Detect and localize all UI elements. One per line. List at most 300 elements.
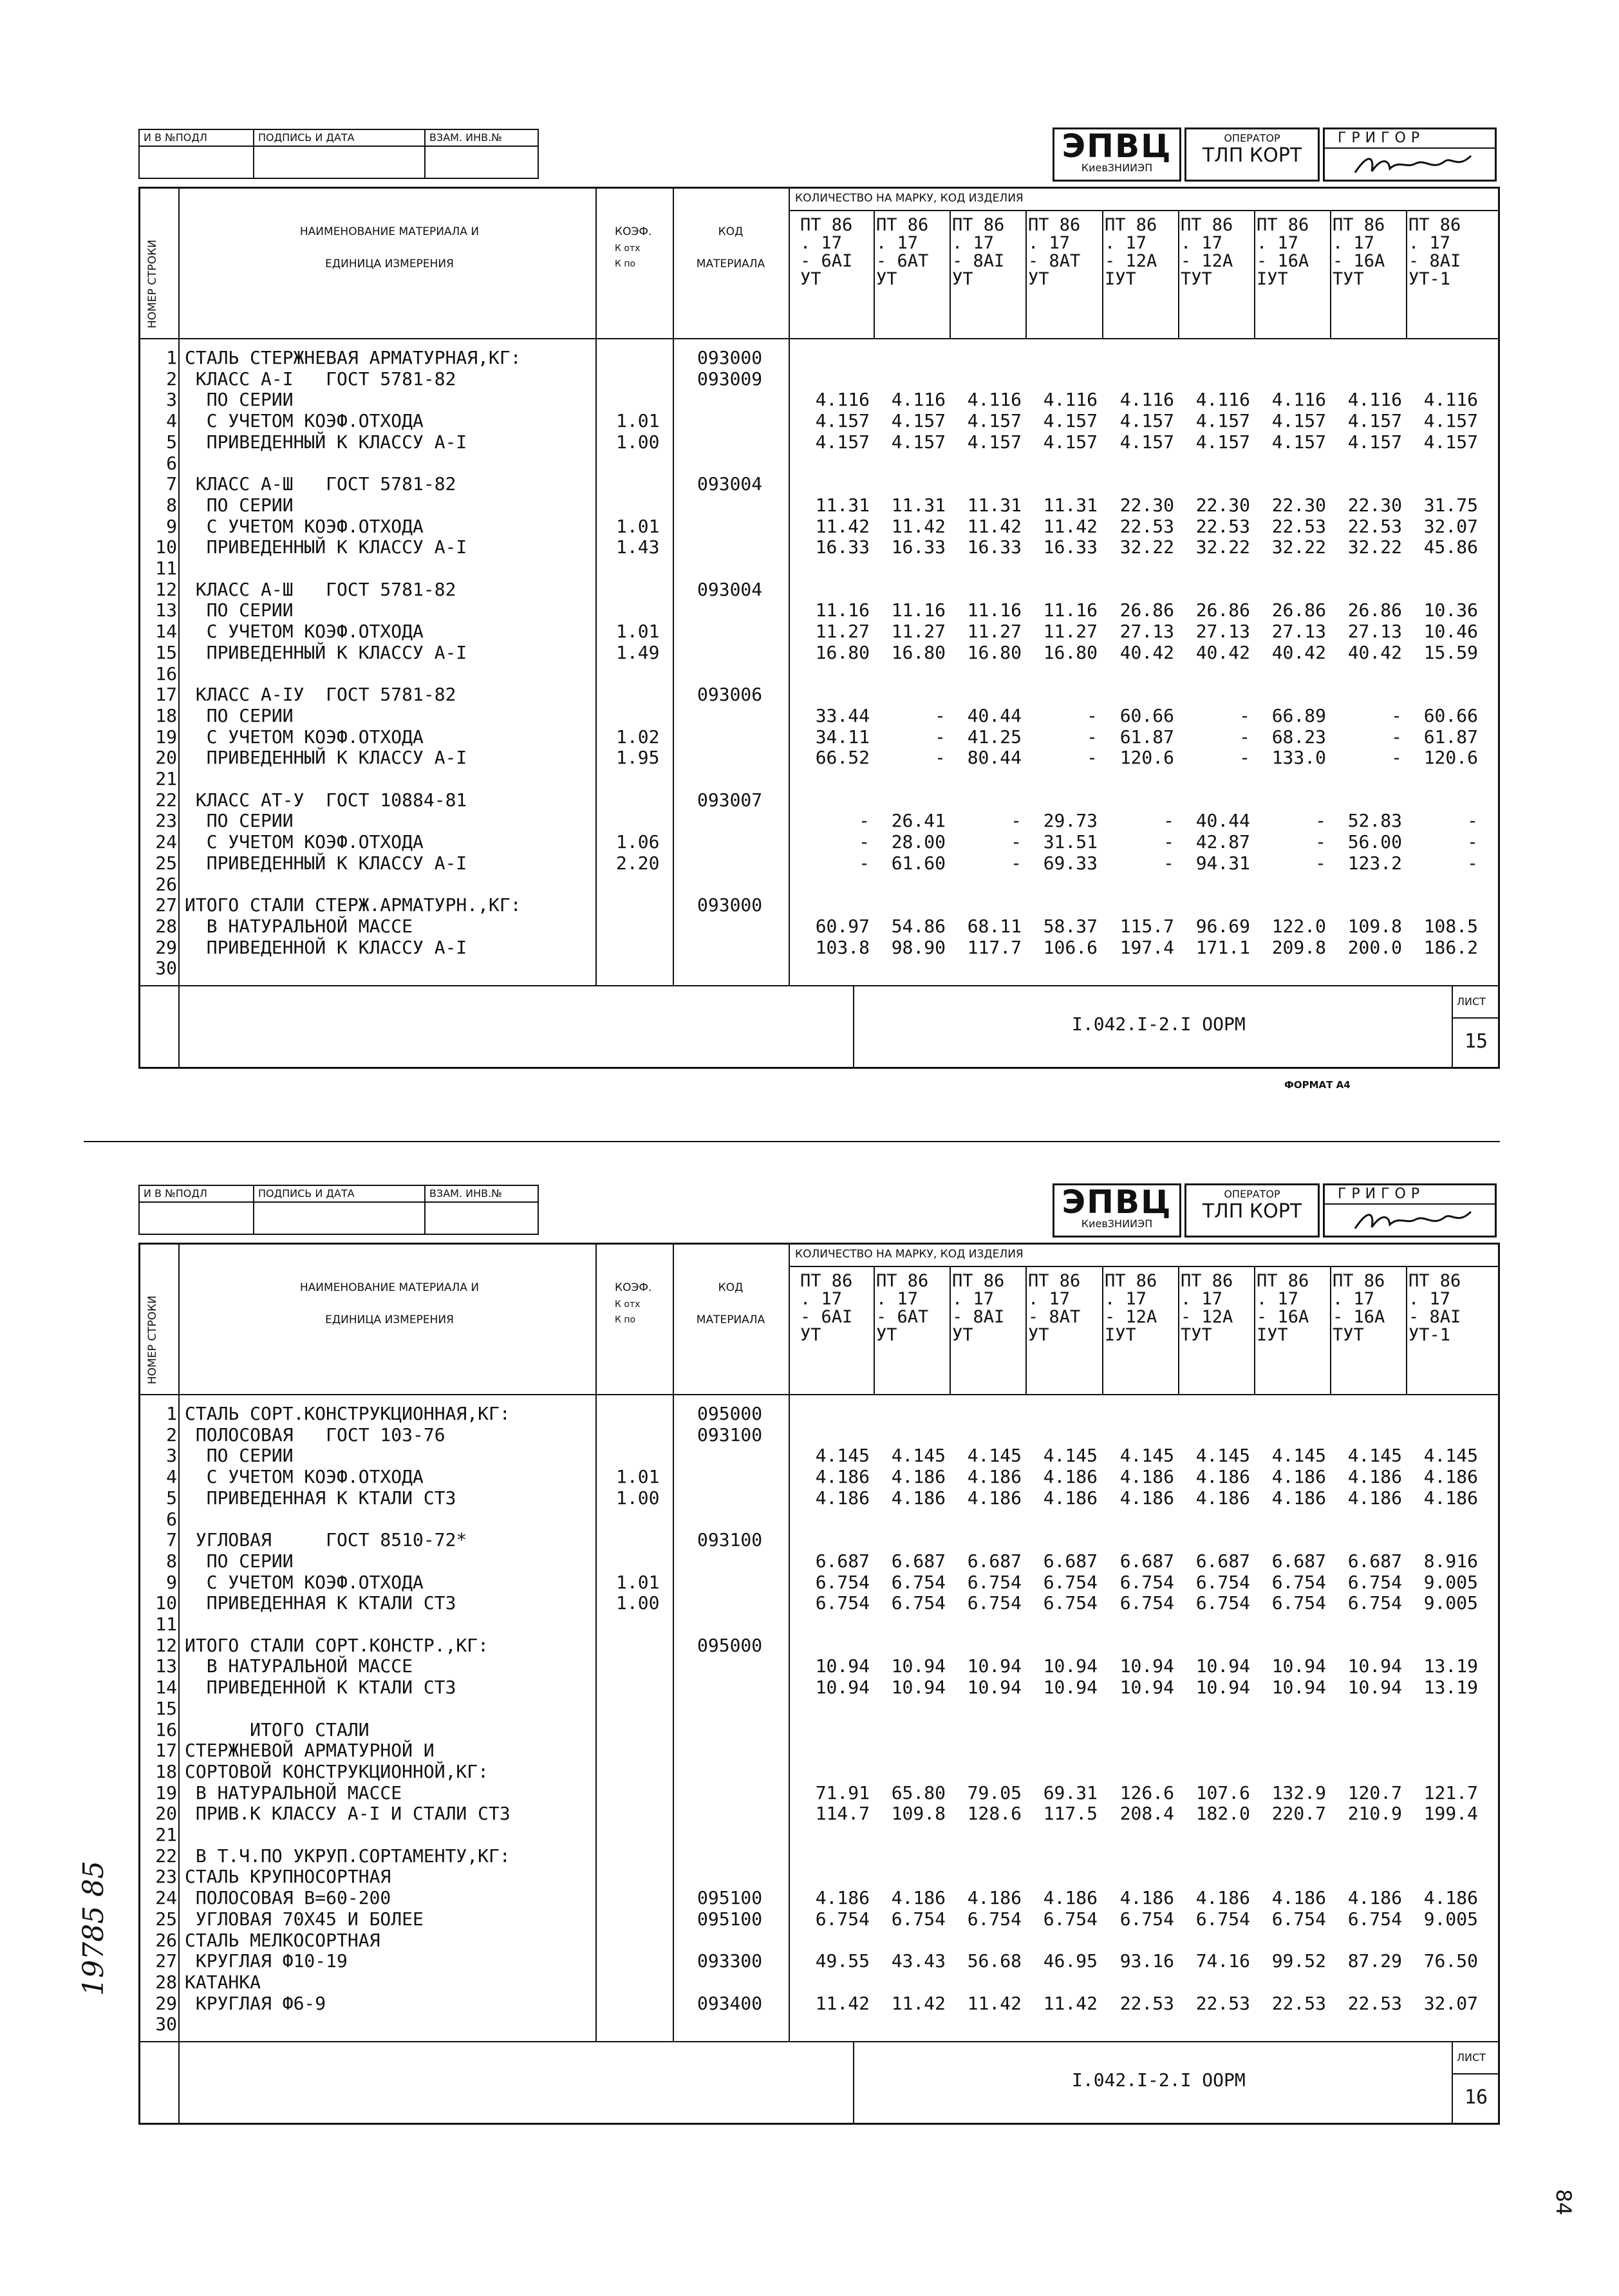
quantity-value: 6.687 xyxy=(815,1550,870,1572)
quantity-value: 16.80 xyxy=(1043,641,1098,663)
code-header-2: МАТЕРИАЛА xyxy=(696,258,765,270)
quantity-value: 22.53 xyxy=(1119,1992,1174,2014)
quantity-value: 4.186 xyxy=(1347,1887,1402,1909)
quantity-value: 56.68 xyxy=(967,1950,1022,1972)
quantity-value: 4.145 xyxy=(1347,1445,1402,1467)
signer-surname: ГРИГОР xyxy=(1325,1185,1495,1205)
quantity-value: 32.22 xyxy=(1271,536,1326,558)
quantity-value: 4.186 xyxy=(1119,1887,1174,1909)
quantity-value: 41.25 xyxy=(967,726,1022,748)
mark-code-line: ПТ 86 xyxy=(800,215,853,235)
table-row xyxy=(138,537,1500,558)
quantity-value: 4.186 xyxy=(815,1466,870,1488)
material-name: ПО СЕРИИ xyxy=(185,389,294,411)
quantity-value: 4.186 xyxy=(1119,1466,1174,1488)
quantity-value: 6.754 xyxy=(815,1571,870,1593)
quantity-value: 4.116 xyxy=(891,389,946,411)
table-row xyxy=(138,1762,1500,1782)
logo-subtitle: КиевЗНИИЭП xyxy=(1081,1218,1153,1230)
quantity-value: 16.80 xyxy=(967,641,1022,663)
table-row xyxy=(138,874,1500,895)
waste-coefficient: 1.00 xyxy=(616,1487,660,1509)
material-code: 095000 xyxy=(697,1403,763,1424)
quantity-value: 4.186 xyxy=(1195,1487,1250,1509)
quantity-value: 71.91 xyxy=(815,1782,870,1803)
material-name: ПО СЕРИИ xyxy=(185,704,294,726)
quantity-value: 220.7 xyxy=(1271,1803,1326,1825)
table-row xyxy=(138,958,1500,979)
row-number: 3 xyxy=(166,1445,177,1467)
row-number: 30 xyxy=(155,2013,177,2035)
row-number: 24 xyxy=(155,831,177,853)
material-name: В Т.Ч.ПО УКРУП.СОРТАМЕНТУ,КГ: xyxy=(185,1845,510,1867)
quantity-value: - xyxy=(1391,704,1402,726)
mark-code-line: . 17 xyxy=(876,1289,919,1309)
quantity-value: 4.157 xyxy=(1195,431,1250,453)
signature-icon xyxy=(1349,149,1477,180)
quantity-value: 32.07 xyxy=(1423,1992,1478,2014)
mark-col-sep xyxy=(1254,1266,1255,1394)
mark-code-line: ПТ 86 xyxy=(1408,1271,1461,1291)
material-name: КЛАСС АТ-У ГОСТ 10884-81 xyxy=(185,789,467,811)
inv-original-value xyxy=(138,1201,254,1235)
format-label: ФОРМАТ А4 xyxy=(1284,1079,1351,1091)
signature-date-cell: ПОДПИСЬ И ДАТА xyxy=(253,1185,426,1203)
row-number: 13 xyxy=(155,599,177,621)
material-name: УГЛОВАЯ ГОСТ 8510-72* xyxy=(185,1529,467,1551)
row-number: 16 xyxy=(155,1718,177,1740)
mark-code-line: - 12А xyxy=(1181,251,1233,271)
material-name: ПРИВЕДЕННОЙ К КЛАССУ А-I xyxy=(185,936,467,958)
quantity-value: 40.44 xyxy=(967,704,1022,726)
quantity-value: 4.157 xyxy=(1119,431,1174,453)
row-number: 15 xyxy=(155,641,177,663)
material-name: КРУГЛАЯ Ф6-9 xyxy=(185,1992,326,2014)
quantity-value: 6.754 xyxy=(815,1592,870,1614)
quantity-value: 11.31 xyxy=(815,494,870,516)
material-name: СОРТОВОЙ КОНСТРУКЦИОННОЙ,КГ: xyxy=(185,1760,489,1782)
quantity-value: 10.94 xyxy=(1119,1677,1174,1698)
material-name: С УЧЕТОМ КОЭФ.ОТХОДА xyxy=(185,1571,424,1593)
mark-code-line: . 17 xyxy=(1105,233,1147,253)
row-number: 14 xyxy=(155,621,177,643)
mark-code-line: ТУТ xyxy=(1333,269,1364,289)
table-row xyxy=(138,411,1500,431)
row-number: 29 xyxy=(155,1992,177,2014)
waste-coefficient: 1.01 xyxy=(616,621,660,643)
table-row xyxy=(138,516,1500,537)
quantity-value: 11.42 xyxy=(1043,1992,1098,2014)
quantity-value: 4.186 xyxy=(1271,1887,1326,1909)
quantity-value: 4.157 xyxy=(1423,410,1478,432)
material-code: 093009 xyxy=(697,368,763,390)
mark-code-line: ПТ 86 xyxy=(876,1271,929,1291)
table-row xyxy=(138,1551,1500,1572)
row-number: 14 xyxy=(155,1677,177,1698)
coef-header-3: К по xyxy=(615,1315,636,1325)
table-row xyxy=(138,600,1500,621)
quantity-value: - xyxy=(935,704,946,726)
quantity-value: 96.69 xyxy=(1195,915,1250,937)
quantity-value: 6.754 xyxy=(1347,1592,1402,1614)
quantity-value: 98.90 xyxy=(891,936,946,958)
table-row xyxy=(138,1614,1500,1635)
row-number: 6 xyxy=(166,1508,177,1530)
quantity-value: 120.6 xyxy=(1119,747,1174,769)
row-number: 17 xyxy=(155,684,177,706)
quantity-value: 65.80 xyxy=(891,1782,946,1803)
quantity-value: 4.145 xyxy=(967,1445,1022,1467)
quantity-value: 106.6 xyxy=(1043,936,1098,958)
table-row xyxy=(138,1656,1500,1677)
quantity-value: - xyxy=(1163,852,1174,874)
row-number: 23 xyxy=(155,810,177,832)
material-name: УГЛОВАЯ 70Х45 И БОЛЕЕ xyxy=(185,1908,424,1930)
mark-code-line: - 12А xyxy=(1105,251,1157,271)
mark-code-line: . 17 xyxy=(1181,233,1223,253)
quantity-value: 10.94 xyxy=(1043,1677,1098,1698)
mark-code-line: - 8АI xyxy=(952,251,1005,271)
header-bottom-line xyxy=(138,1394,1500,1395)
quantity-value: 40.44 xyxy=(1195,810,1250,832)
mark-code-line: IУТ xyxy=(1105,1325,1136,1345)
footer-sheet-line xyxy=(1452,1017,1500,1019)
row-number: 4 xyxy=(166,410,177,432)
table-row xyxy=(138,937,1500,958)
quantity-value: 6.754 xyxy=(1195,1908,1250,1930)
material-name: ПРИВЕДЕННАЯ К КТАЛИ СТЗ xyxy=(185,1592,456,1614)
quantity-value: 22.53 xyxy=(1119,515,1174,537)
quantity-value: 109.8 xyxy=(891,1803,946,1825)
material-name: С УЧЕТОМ КОЭФ.ОТХОДА xyxy=(185,621,424,643)
table-row xyxy=(138,1698,1500,1719)
table-row xyxy=(138,1740,1500,1761)
quantity-value: 6.754 xyxy=(1043,1908,1098,1930)
quantity-value: 120.7 xyxy=(1347,1782,1402,1803)
quantity-value: - xyxy=(935,726,946,748)
mark-code-line: ТУТ xyxy=(1181,269,1212,289)
logo-stamp xyxy=(1053,127,1181,182)
quantity-value: 60.66 xyxy=(1423,704,1478,726)
mark-code-line: ПТ 86 xyxy=(1181,215,1233,235)
quantity-value: 68.23 xyxy=(1271,726,1326,748)
quantity-value: 10.94 xyxy=(1347,1677,1402,1698)
quantity-value: 4.116 xyxy=(1119,389,1174,411)
mark-code-line: ПТ 86 xyxy=(1333,1271,1385,1291)
quantity-value: 6.754 xyxy=(815,1908,870,1930)
table-row xyxy=(138,1867,1500,1887)
material-name: КЛАСС А-Ш ГОСТ 5781-82 xyxy=(185,578,456,600)
signature-icon xyxy=(1349,1205,1477,1236)
waste-coefficient: 1.01 xyxy=(616,410,660,432)
mark-code-line: УТ xyxy=(1028,1325,1049,1345)
quantity-value: 66.89 xyxy=(1271,704,1326,726)
coef-header-1: КОЭФ. xyxy=(615,225,652,238)
quantity-value: 26.41 xyxy=(891,810,946,832)
quantity-value: 66.52 xyxy=(815,747,870,769)
quantity-value: 22.53 xyxy=(1195,1992,1250,2014)
operator-stamp xyxy=(1184,127,1320,182)
quantity-value: 4.186 xyxy=(1043,1487,1098,1509)
table-row xyxy=(138,643,1500,663)
quantity-value: 22.53 xyxy=(1195,515,1250,537)
mark-col-sep xyxy=(874,210,875,338)
mark-code-line: ПТ 86 xyxy=(1408,215,1461,235)
quantity-value: 182.0 xyxy=(1195,1803,1250,1825)
mark-code-line: - 8АI xyxy=(1408,1307,1461,1327)
qty-title-line xyxy=(789,210,1500,211)
quantity-value: 4.116 xyxy=(1423,389,1478,411)
quantity-value: 93.16 xyxy=(1119,1950,1174,1972)
quantity-value: 4.186 xyxy=(1423,1487,1478,1509)
row-number: 17 xyxy=(155,1740,177,1762)
row-number: 9 xyxy=(166,1571,177,1593)
material-name: С УЧЕТОМ КОЭФ.ОТХОДА xyxy=(185,726,424,748)
quantity-value: 15.59 xyxy=(1423,641,1478,663)
quantity-value: 10.94 xyxy=(1271,1677,1326,1698)
mark-code-line: ПТ 86 xyxy=(876,215,929,235)
quantity-value: 10.94 xyxy=(1043,1655,1098,1677)
quantity-value: 60.66 xyxy=(1119,704,1174,726)
quantity-value: 6.687 xyxy=(1043,1550,1098,1572)
quantity-value: 4.157 xyxy=(1271,410,1326,432)
quantity-value: 4.145 xyxy=(1423,1445,1478,1467)
logo-subtitle: КиевЗНИИЭП xyxy=(1081,162,1153,174)
table-row xyxy=(138,1951,1500,1971)
quantity-value: 6.754 xyxy=(891,1571,946,1593)
quantity-value: 6.754 xyxy=(1043,1571,1098,1593)
material-name: ПРИВ.К КЛАССУ А-I И СТАЛИ СТЗ xyxy=(185,1803,510,1825)
material-name: ПРИВЕДЕННЫЙ К КЛАССУ А-I xyxy=(185,852,467,874)
table-row xyxy=(138,684,1500,705)
table-row xyxy=(138,706,1500,726)
sheet-number: 16 xyxy=(1465,2086,1488,2109)
material-name: КАТАНКА xyxy=(185,1971,261,1993)
logo-stamp xyxy=(1053,1183,1181,1237)
quantity-value: 4.157 xyxy=(967,431,1022,453)
waste-coefficient: 1.00 xyxy=(616,431,660,453)
table-row xyxy=(138,832,1500,852)
material-name: ПО СЕРИИ xyxy=(185,810,294,832)
table-row xyxy=(138,432,1500,453)
quantity-value: - xyxy=(935,747,946,769)
quantity-value: 26.86 xyxy=(1119,599,1174,621)
quantity-value: 4.157 xyxy=(815,410,870,432)
row-number: 11 xyxy=(155,1614,177,1635)
material-name: КЛАСС А-IУ ГОСТ 5781-82 xyxy=(185,684,456,706)
table-row xyxy=(138,853,1500,874)
quantity-value: 10.94 xyxy=(967,1655,1022,1677)
quantity-value: 11.16 xyxy=(967,599,1022,621)
row-number: 10 xyxy=(155,1592,177,1614)
table-row xyxy=(138,1425,1500,1445)
quantity-value: 34.11 xyxy=(815,726,870,748)
document-code: I.042.I-2.I OOPM xyxy=(1072,2069,1246,2091)
mark-code-line: ПТ 86 xyxy=(1257,215,1309,235)
quantity-value: 6.754 xyxy=(891,1908,946,1930)
signature-date-cell: ПОДПИСЬ И ДАТА xyxy=(253,129,426,147)
mark-code-line: - 16А xyxy=(1333,1307,1385,1327)
quantity-value: - xyxy=(859,852,870,874)
quantity-value: 10.94 xyxy=(815,1655,870,1677)
mark-code-line: ПТ 86 xyxy=(1105,1271,1157,1291)
code-header-2: МАТЕРИАЛА xyxy=(696,1313,765,1326)
handwritten-inventory-number: 19785 85 xyxy=(77,1861,110,1996)
quantity-value: 6.687 xyxy=(967,1550,1022,1572)
table-row xyxy=(138,916,1500,937)
material-code: 093000 xyxy=(697,894,763,916)
quantity-value: 11.27 xyxy=(815,621,870,643)
material-name: ПРИВЕДЕННЫЙ К КЛАССУ А-I xyxy=(185,641,467,663)
mark-code-line: - 6АI xyxy=(800,1307,853,1327)
footer-top-line xyxy=(138,985,1500,986)
mark-code-line: ПТ 86 xyxy=(800,1271,853,1291)
mark-code-line: - 8АТ xyxy=(1028,251,1081,271)
quantity-value: 22.53 xyxy=(1347,515,1402,537)
row-number-header: НОМЕР СТРОКИ xyxy=(146,240,159,328)
quantity-value: 200.0 xyxy=(1347,936,1402,958)
mark-col-sep xyxy=(1178,210,1179,338)
quantity-value: 6.754 xyxy=(967,1592,1022,1614)
material-name: СТАЛЬ СТЕРЖНЕВАЯ АРМАТУРНАЯ,КГ: xyxy=(185,347,521,368)
table-row xyxy=(138,579,1500,600)
quantity-value: 4.186 xyxy=(1347,1466,1402,1488)
quantity-value: 103.8 xyxy=(815,936,870,958)
mark-code-line: ПТ 86 xyxy=(952,215,1005,235)
footer-sheet-line xyxy=(1452,2073,1500,2075)
quantity-value: - xyxy=(1011,810,1022,832)
mark-code-line: - 16А xyxy=(1333,251,1385,271)
quantity-value: - xyxy=(1239,704,1250,726)
quantity-value: 56.00 xyxy=(1347,831,1402,853)
quantity-value: 6.754 xyxy=(1119,1571,1174,1593)
mark-code-line: . 17 xyxy=(1333,1289,1375,1309)
mark-code-line: . 17 xyxy=(1028,233,1071,253)
mark-code-line: - 8АТ xyxy=(1028,1307,1081,1327)
replace-inv-cell: ВЗАМ. ИНВ.№ xyxy=(424,129,539,147)
waste-coefficient: 1.01 xyxy=(616,1466,660,1488)
quantity-value: 16.33 xyxy=(815,536,870,558)
quantity-value: - xyxy=(1315,852,1326,874)
quantity-value: - xyxy=(1011,852,1022,874)
row-number: 11 xyxy=(155,558,177,579)
quantity-value: - xyxy=(1467,852,1478,874)
quantity-value: 6.687 xyxy=(1119,1550,1174,1572)
row-number: 4 xyxy=(166,1466,177,1488)
quantity-value: 10.94 xyxy=(891,1655,946,1677)
quantity-value: 6.687 xyxy=(1347,1550,1402,1572)
logo-text: ЭПВЦ xyxy=(1062,127,1172,165)
mark-code-line: . 17 xyxy=(800,1289,843,1309)
quantity-value: 6.754 xyxy=(1195,1571,1250,1593)
material-name: С УЧЕТОМ КОЭФ.ОТХОДА xyxy=(185,1466,424,1488)
quantity-value: 22.30 xyxy=(1271,494,1326,516)
quantity-value: 22.53 xyxy=(1347,1992,1402,2014)
quantity-value: 128.6 xyxy=(967,1803,1022,1825)
row-number: 23 xyxy=(155,1866,177,1888)
table-row xyxy=(138,1404,1500,1424)
material-name: ПО СЕРИИ xyxy=(185,1550,294,1572)
row-number: 26 xyxy=(155,873,177,895)
quantity-value: - xyxy=(1011,831,1022,853)
waste-coefficient: 2.20 xyxy=(616,852,660,874)
material-code: 095100 xyxy=(697,1908,763,1930)
mark-code-line: ПТ 86 xyxy=(1028,1271,1081,1291)
row-number: 8 xyxy=(166,494,177,516)
quantity-value: 4.157 xyxy=(1119,410,1174,432)
material-name: ИТОГО СТАЛИ xyxy=(185,1718,370,1740)
quantity-value: 4.186 xyxy=(1271,1466,1326,1488)
quantity-value: 11.31 xyxy=(967,494,1022,516)
quantity-value: 6.687 xyxy=(891,1550,946,1572)
mark-col-sep xyxy=(1025,1266,1027,1394)
table-row xyxy=(138,369,1500,390)
mark-code-line: УТ xyxy=(876,269,897,289)
mark-code-line: УТ xyxy=(952,269,973,289)
material-code: 093006 xyxy=(697,684,763,706)
quantity-value: 4.157 xyxy=(1043,431,1098,453)
quantity-value: 4.145 xyxy=(1043,1445,1098,1467)
inv-original-cell: И В №ПОДЛ xyxy=(138,1185,254,1203)
table-row xyxy=(138,558,1500,579)
sheet-number: 15 xyxy=(1465,1030,1488,1053)
quantity-value: 58.37 xyxy=(1043,915,1098,937)
quantity-value: 126.6 xyxy=(1119,1782,1174,1803)
quantity-value: 10.94 xyxy=(967,1677,1022,1698)
quantity-value: 107.6 xyxy=(1195,1782,1250,1803)
material-header-2: ЕДИНИЦА ИЗМЕРЕНИЯ xyxy=(325,1313,454,1326)
material-code: 093300 xyxy=(697,1950,763,1972)
mark-col-sep xyxy=(1330,1266,1331,1394)
row-number: 29 xyxy=(155,936,177,958)
material-name: ПОЛОСОВАЯ ГОСТ 103-76 xyxy=(185,1424,445,1445)
quantity-value: 6.754 xyxy=(1271,1908,1326,1930)
row-number: 24 xyxy=(155,1887,177,1909)
mark-code-line: ТУТ xyxy=(1333,1325,1364,1345)
row-number: 5 xyxy=(166,1487,177,1509)
quantity-value: 6.687 xyxy=(1271,1550,1326,1572)
table-row xyxy=(138,1783,1500,1803)
quantity-value: 115.7 xyxy=(1119,915,1174,937)
quantity-value: 6.754 xyxy=(1347,1908,1402,1930)
row-number: 22 xyxy=(155,1845,177,1867)
quantity-value: 32.22 xyxy=(1195,536,1250,558)
quantity-value: 4.157 xyxy=(967,410,1022,432)
quantity-value: 11.27 xyxy=(891,621,946,643)
quantity-value: 4.157 xyxy=(1043,410,1098,432)
row-number: 26 xyxy=(155,1929,177,1951)
mark-code-line: . 17 xyxy=(1181,1289,1223,1309)
quantity-value: 94.31 xyxy=(1195,852,1250,874)
table-row xyxy=(138,2014,1500,2035)
quantity-value: 69.31 xyxy=(1043,1782,1098,1803)
table-row xyxy=(138,348,1500,368)
quantity-value: - xyxy=(1163,810,1174,832)
waste-coefficient: 1.01 xyxy=(616,1571,660,1593)
quantity-value: 11.16 xyxy=(891,599,946,621)
quantity-value: 32.22 xyxy=(1347,536,1402,558)
quantity-value: 9.005 xyxy=(1423,1592,1478,1614)
table-row xyxy=(138,748,1500,768)
quantity-value: 16.80 xyxy=(815,641,870,663)
quantity-value: 6.754 xyxy=(1271,1571,1326,1593)
quantity-value: 79.05 xyxy=(967,1782,1022,1803)
quantity-value: 68.11 xyxy=(967,915,1022,937)
quantity-value: 4.186 xyxy=(1347,1487,1402,1509)
row-number: 2 xyxy=(166,368,177,390)
quantity-value: 11.16 xyxy=(1043,599,1098,621)
quantity-value: - xyxy=(1087,704,1098,726)
